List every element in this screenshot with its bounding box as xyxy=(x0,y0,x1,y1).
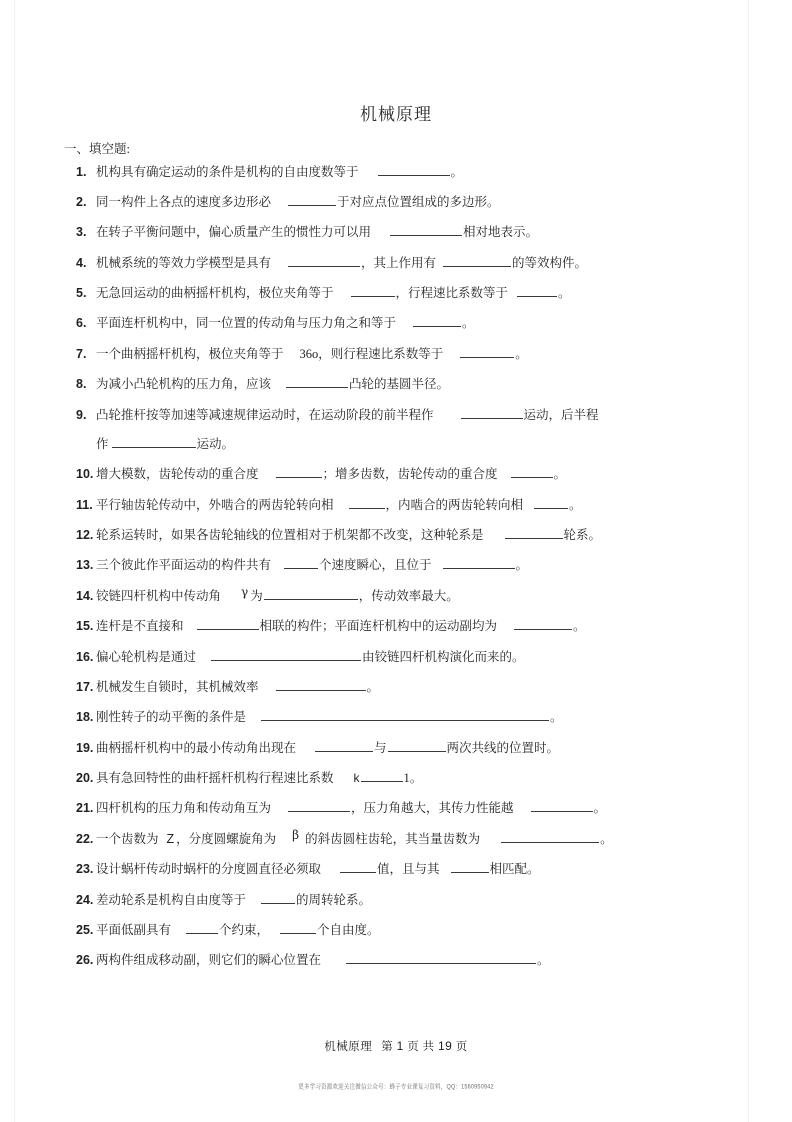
question-number: 23. xyxy=(76,862,94,877)
question-text: ，传动效率最大。 xyxy=(358,588,459,603)
question-text: 两次共线的位置时。 xyxy=(446,740,560,755)
question-number: 9. xyxy=(76,407,87,422)
answer-blank[interactable] xyxy=(264,587,358,600)
question-text: 作 xyxy=(96,436,109,451)
question-text: 轮系运转时，如果各齿轮轴线的位置相对于机架都不改变，这种轮系是 xyxy=(96,528,484,542)
question-text: ，压力角越大，其传力性能越 xyxy=(351,801,514,816)
question-text: 个自由度。 xyxy=(317,922,380,937)
question-text: 平行轴齿轮传动中，外啮合的两齿轮转向相 xyxy=(96,497,334,512)
question-number: 8. xyxy=(76,377,87,392)
question-text: 运动，后半程 xyxy=(523,407,599,422)
question-body xyxy=(96,710,563,724)
question-text: ，其上作用有 xyxy=(361,255,437,270)
question-number: 12. xyxy=(76,528,94,542)
answer-blank[interactable] xyxy=(461,406,523,419)
question-item xyxy=(62,703,730,733)
question-text: 凸轮的基圆半径。 xyxy=(349,377,450,392)
question-text: 在转子平衡问题中，偏心质量产生的惯性力可以用 xyxy=(96,225,372,240)
question-number: 26. xyxy=(76,953,94,968)
answer-blank[interactable] xyxy=(286,375,348,388)
question-item xyxy=(62,824,730,854)
question-item xyxy=(62,187,730,217)
question-text: 运动。 xyxy=(196,436,235,451)
question-number: 7. xyxy=(76,346,87,361)
question-body xyxy=(96,893,371,907)
answer-blank[interactable] xyxy=(413,314,461,327)
question-text: ，行程速比系数等于 xyxy=(395,286,509,300)
question-body xyxy=(96,408,599,422)
question-body xyxy=(96,225,538,239)
answer-blank[interactable] xyxy=(276,678,366,691)
question-text: 36o，则行程速比系数等于 xyxy=(299,346,444,361)
question-text: 。 xyxy=(600,831,613,846)
question-number: 17. xyxy=(76,679,94,694)
question-item xyxy=(62,794,730,824)
question-number: 20. xyxy=(76,771,94,785)
gamma-symbol: γ xyxy=(241,584,249,599)
footer-page-suffix: 页 xyxy=(455,1041,468,1053)
answer-blank[interactable] xyxy=(346,951,536,964)
question-text: 一个齿数为 xyxy=(96,831,159,846)
answer-blank[interactable] xyxy=(276,465,322,478)
question-item xyxy=(62,764,730,794)
question-item xyxy=(62,339,730,369)
answer-blank[interactable] xyxy=(361,769,403,782)
question-body xyxy=(96,771,422,785)
question-item xyxy=(62,581,730,611)
question-body xyxy=(96,286,571,300)
question-text: 相联的构件；平面连杆机构中的运动副均为 xyxy=(259,619,498,634)
question-list xyxy=(62,157,730,976)
question-body xyxy=(96,827,613,846)
question-body xyxy=(96,165,463,179)
question-body xyxy=(96,584,459,603)
answer-blank[interactable] xyxy=(261,708,549,721)
question-text: 。 xyxy=(366,679,380,694)
question-number: 25. xyxy=(76,922,94,937)
question-body xyxy=(96,741,559,755)
document-content xyxy=(62,0,730,976)
question-text: 。 xyxy=(553,467,567,482)
question-number: 16. xyxy=(76,649,94,664)
section-heading: 一、填空题: xyxy=(64,142,130,156)
question-text: 具有急回特性的曲杆摇杆机构行程速比系数 xyxy=(96,771,334,785)
answer-blank[interactable] xyxy=(288,193,336,206)
answer-blank[interactable] xyxy=(514,617,572,630)
question-text: 。 xyxy=(450,164,464,179)
question-text: 轮系。 xyxy=(563,528,602,542)
z-symbol: Z xyxy=(166,831,175,846)
question-item xyxy=(62,157,730,187)
answer-blank[interactable] xyxy=(517,284,557,297)
question-text: 相对地表示。 xyxy=(463,225,539,240)
answer-blank[interactable] xyxy=(112,435,196,448)
answer-blank[interactable] xyxy=(351,284,395,297)
question-text: 。 xyxy=(537,953,550,968)
question-number: 5. xyxy=(76,286,87,300)
question-text: 相匹配。 xyxy=(489,862,540,877)
answer-blank[interactable] xyxy=(388,739,446,752)
footer-page-number: 1 xyxy=(396,1039,404,1053)
question-body xyxy=(96,680,379,694)
question-text: 机械系统的等效力学模型是具有 xyxy=(96,255,272,270)
watermark-text: 更多学习资源欢迎关注微信公众号：蜂子专业课复习资料，QQ：1560950942 xyxy=(298,1083,494,1091)
answer-blank[interactable] xyxy=(288,254,360,267)
question-item xyxy=(62,642,730,672)
answer-blank[interactable] xyxy=(280,921,316,934)
question-body xyxy=(96,256,587,270)
question-item xyxy=(62,733,730,763)
answer-blank[interactable] xyxy=(505,526,563,539)
question-number: 22. xyxy=(76,831,94,846)
question-text: 曲柄摇杆机构中的最小传动角出现在 xyxy=(96,740,297,755)
question-item xyxy=(62,612,730,642)
question-text: ，分度圆螺旋角为 xyxy=(176,831,277,846)
question-text: 由铰链四杆机构演化而来的。 xyxy=(362,649,525,664)
question-text: 值，且与其 xyxy=(377,862,440,877)
question-body xyxy=(96,862,540,876)
question-item xyxy=(62,218,730,248)
answer-blank[interactable] xyxy=(378,163,450,176)
question-text: 。 xyxy=(515,558,529,573)
answer-blank[interactable] xyxy=(390,223,462,236)
beta-symbol: β xyxy=(292,827,300,842)
answer-blank[interactable] xyxy=(443,556,515,569)
answer-blank[interactable] xyxy=(186,921,218,934)
question-number: 24. xyxy=(76,892,94,907)
question-number: 19. xyxy=(76,740,94,755)
question-text: 四杆机构的压力角和传动角互为 xyxy=(96,801,272,816)
question-body xyxy=(96,801,606,815)
question-text: 。 xyxy=(593,801,607,816)
answer-blank[interactable] xyxy=(197,617,259,630)
footer-page-prefix: 第 xyxy=(381,1041,394,1053)
answer-blank[interactable] xyxy=(460,345,514,358)
question-text: 无急回运动的曲柄摇杆机构，极位夹角等于 xyxy=(96,286,334,300)
question-text: 为 xyxy=(250,588,263,603)
page-margin-guide-left xyxy=(14,0,15,1122)
question-item xyxy=(62,400,730,460)
footer-page-mid: 页 共 xyxy=(407,1041,435,1053)
question-text: 个速度瞬心，且位于 xyxy=(319,558,432,573)
question-number: 4. xyxy=(76,255,87,270)
question-text: 机构具有确定运动的条件是机构的自由度数等于 xyxy=(96,164,359,179)
question-text: ，内啮合的两齿轮转向相 xyxy=(385,497,524,512)
question-body xyxy=(96,650,525,664)
question-body xyxy=(96,953,550,967)
question-body xyxy=(96,467,566,481)
question-text: 平面连杆机构中，同一位置的传动角与压力角之和等于 xyxy=(96,316,397,331)
answer-blank[interactable] xyxy=(534,496,568,509)
answer-blank[interactable] xyxy=(284,556,318,569)
question-item xyxy=(62,915,730,945)
question-item xyxy=(62,370,730,400)
question-text: 为减小凸轮机构的压力角，应该 xyxy=(96,377,272,392)
question-text: 的等效构件。 xyxy=(512,255,588,270)
question-text: 的周转轮系。 xyxy=(296,892,372,907)
question-body xyxy=(96,619,586,633)
question-item xyxy=(62,490,730,520)
question-body xyxy=(96,923,380,937)
question-text: 1。 xyxy=(403,771,423,785)
question-continuation-line xyxy=(96,425,730,454)
question-text: 。 xyxy=(573,619,586,634)
question-text: 偏心轮机构是通过 xyxy=(96,649,197,664)
question-number: 10. xyxy=(76,467,94,482)
question-text: 平面低副具有 xyxy=(96,922,172,937)
question-text: 个约束， xyxy=(219,922,270,937)
question-text: 连杆是不直接和 xyxy=(96,619,184,634)
question-text: 。 xyxy=(569,497,582,512)
answer-blank[interactable] xyxy=(288,799,350,812)
question-body xyxy=(96,377,449,391)
question-item xyxy=(62,946,730,976)
question-text: 与 xyxy=(374,740,387,755)
question-text: 于对应点位置组成的多边形。 xyxy=(337,194,500,209)
answer-blank[interactable] xyxy=(211,648,361,661)
question-text: 一个曲柄摇杆机构，极位夹角等于 xyxy=(96,346,284,361)
question-number: 18. xyxy=(76,710,94,725)
question-text: 设计蜗杆传动时蜗杆的分度圆直径必须取 xyxy=(96,862,322,877)
question-number: 6. xyxy=(76,316,87,331)
question-body xyxy=(96,195,500,209)
question-text: 。 xyxy=(550,710,563,725)
question-item xyxy=(62,248,730,278)
question-body xyxy=(96,558,528,572)
question-item xyxy=(62,460,730,490)
answer-blank[interactable] xyxy=(443,254,511,267)
page-margin-guide-right xyxy=(748,0,749,1122)
question-item xyxy=(62,279,730,309)
question-item xyxy=(62,672,730,702)
question-text: 。 xyxy=(515,346,528,361)
answer-blank[interactable] xyxy=(340,860,376,873)
question-body xyxy=(96,347,528,361)
answer-blank[interactable] xyxy=(511,465,553,478)
answer-blank[interactable] xyxy=(349,496,385,509)
question-item xyxy=(62,521,730,551)
question-text: ；增多齿数，齿轮传动的重合度 xyxy=(322,467,498,482)
question-number: 2. xyxy=(76,194,87,209)
footer-doc-name: 机械原理 xyxy=(324,1041,373,1053)
answer-blank[interactable] xyxy=(531,799,593,812)
question-number: 14. xyxy=(76,588,94,603)
question-text: 增大模数，齿轮传动的重合度 xyxy=(96,467,259,482)
question-text: 的斜齿圆柱齿轮，其当量齿数为 xyxy=(305,831,481,846)
question-text: 。 xyxy=(558,286,571,300)
question-item xyxy=(62,309,730,339)
question-text: 铰链四杆机构中传动角 xyxy=(96,588,222,603)
question-item xyxy=(62,885,730,915)
question-body xyxy=(96,316,475,330)
question-text: 凸轮推杆按等加速等减速规律运动时，在运动阶段的前半程作 xyxy=(96,407,434,422)
question-number: 3. xyxy=(76,225,87,240)
answer-blank[interactable] xyxy=(451,860,489,873)
footer-total-pages: 19 xyxy=(437,1039,453,1053)
question-text: 机械发生自锁时，其机械效率 xyxy=(96,679,259,694)
question-number: 1. xyxy=(76,164,87,179)
answer-blank[interactable] xyxy=(315,739,373,752)
question-text: 差动轮系是机构自由度等于 xyxy=(96,892,247,907)
question-text: 两构件组成移动副，则它们的瞬心位置在 xyxy=(96,953,322,968)
question-number: 15. xyxy=(76,619,94,634)
answer-blank[interactable] xyxy=(501,830,599,843)
question-body xyxy=(96,528,601,542)
question-item xyxy=(62,551,730,581)
page-title: 机械原理 xyxy=(360,105,432,124)
question-number: 11. xyxy=(76,497,93,512)
question-text: 刚性转子的动平衡的条件是 xyxy=(96,710,247,725)
k-symbol: k xyxy=(353,771,360,785)
question-text: 。 xyxy=(462,316,475,331)
question-number: 21. xyxy=(76,801,94,816)
answer-blank[interactable] xyxy=(261,891,295,904)
question-body xyxy=(96,498,582,512)
question-text: 同一构件上各点的速度多边形必 xyxy=(96,194,272,209)
question-item xyxy=(62,855,730,885)
question-number: 13. xyxy=(76,558,94,573)
page-footer xyxy=(0,1038,792,1054)
question-text: 三个彼此作平面运动的构件共有 xyxy=(96,558,272,573)
